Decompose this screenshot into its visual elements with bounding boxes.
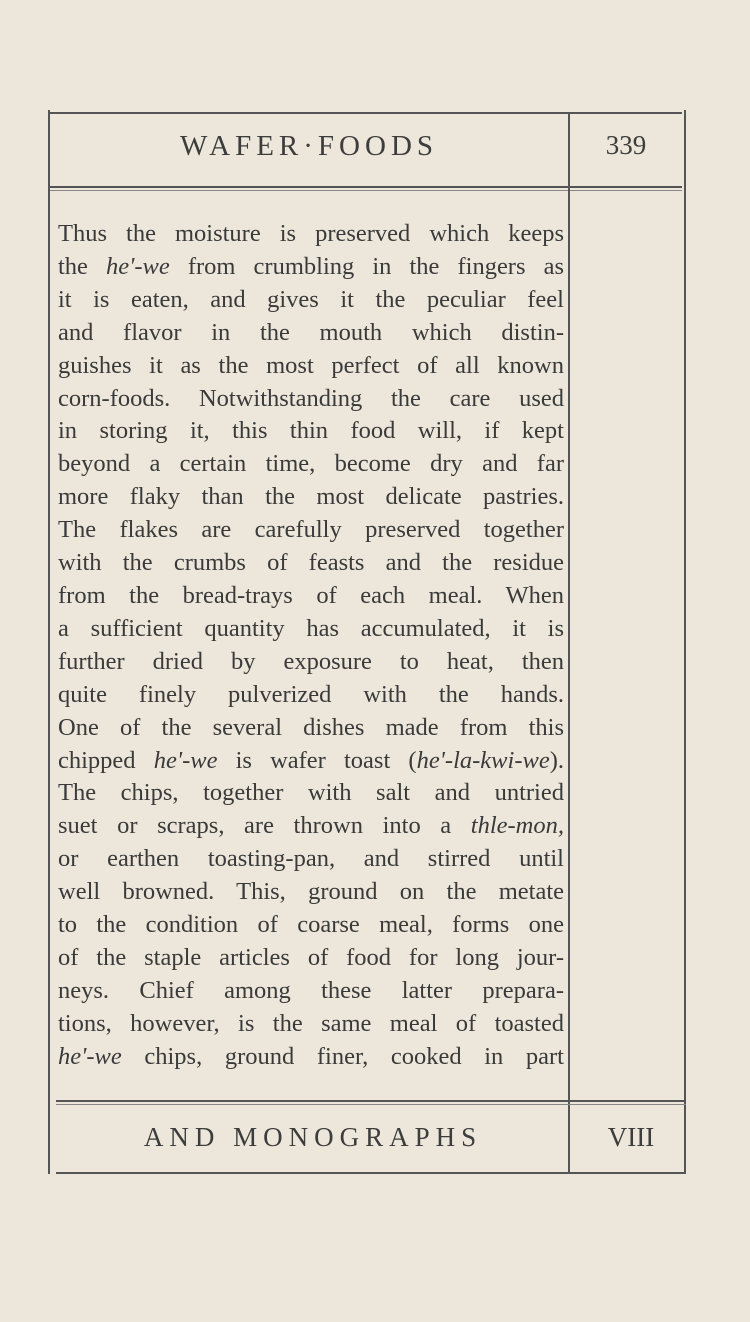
footer-volume-number: VIII [607,1122,655,1152]
text-line: further dried by exposure to heat, then [58,647,564,675]
page-number: 339 [605,130,647,160]
text-line: a sufficient quantity has accumulated, it is [58,614,564,642]
text-line: One of the several dishes made from this [58,713,564,741]
text-line: corn-foods. Notwithstanding the care used [58,384,564,412]
text-line: or earthen toasting-pan, and stirred until [58,845,564,873]
text-line: from the bread-trays of each meal. When [58,581,564,609]
header-rule-thin [50,190,682,191]
text-line: more flaky than the most delicate pastries. [58,483,564,511]
text-line: well browned. This, ground on the metate [58,878,564,906]
running-head: WAFER·FOODS [179,130,439,162]
text-line: and flavor in the mouth which distin- [58,318,564,346]
text-line: with the crumbs of feasts and the residue [58,549,564,577]
text-line: guishes it as the most perfect of all known [58,351,564,379]
footer-rule-thin [56,1104,686,1105]
column-divider [568,112,570,1174]
text-line: tions, however, is the same meal of toasted [58,1009,564,1037]
footer-series-title: AND MONOGRAPHS [143,1122,483,1152]
text-line: he'-we chips, ground finer, cooked in part [58,1042,564,1070]
top-rule [48,112,682,114]
text-line: chipped he'-we is wafer toast (he'-la-kwi-we). [58,746,564,774]
text-line: to the condition of coarse meal, forms one [58,911,564,939]
text-line: the he'-we from crumbling in the fingers as [58,252,564,280]
text-line: suet or scraps, are thrown into a thle-mon, [58,812,564,840]
text-line: beyond a certain time, become dry and far [58,450,564,478]
text-line: in storing it, this thin food will, if kept [58,417,564,445]
text-line: of the staple articles of food for long jour- [58,943,564,971]
text-line: The flakes are carefully preserved together [58,516,564,544]
footer-rule [56,1100,686,1102]
text-line: neys. Chief among these latter prepara- [58,976,564,1004]
text-line: Thus the moisture is preserved which keeps [58,220,564,247]
bottom-rule [56,1172,686,1174]
text-line: The chips, together with salt and untried [58,779,564,807]
body-text [58,218,564,1074]
text-line: it is eaten, and gives it the peculiar feel [58,285,564,313]
text-line: quite finely pulverized with the hands. [58,680,564,708]
header-rule [50,186,682,188]
